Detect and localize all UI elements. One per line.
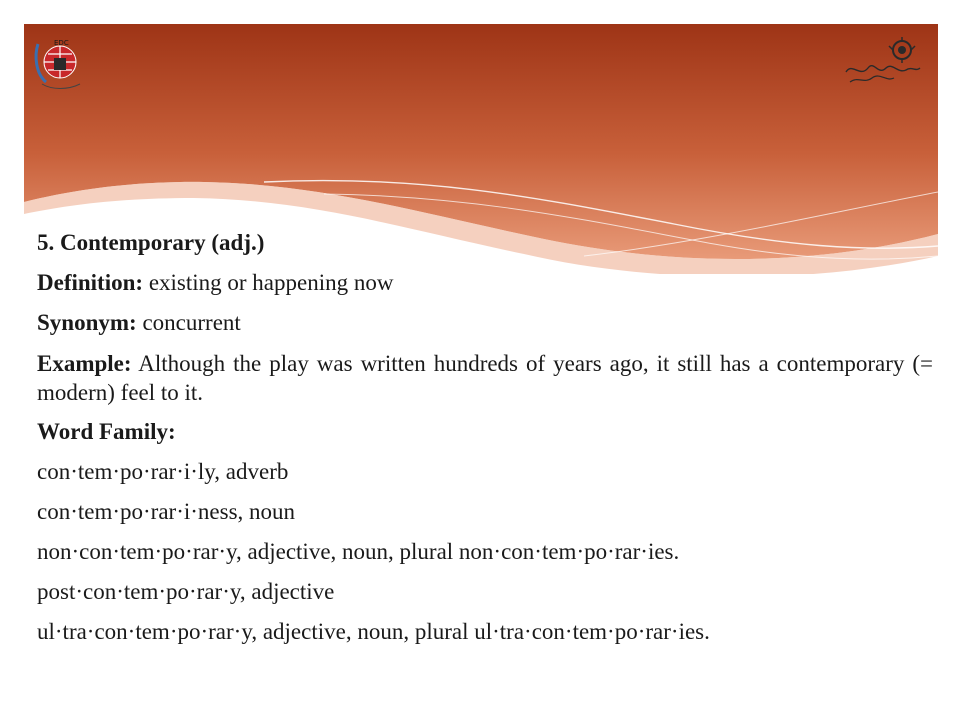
word-family-item: con·tem·po·rar·i·ness, noun <box>37 499 296 524</box>
word-family-item: ul·tra·con·tem·po·rar·y, adjective, noun, plural ul·tra·con·tem·po·rar·ies. <box>37 619 710 644</box>
word-family-item: non·con·tem·po·rar·y, adjective, noun, plural non·con·tem·po·rar·ies. <box>37 539 680 564</box>
calligraphy-logo-icon <box>842 32 922 92</box>
vocabulary-entry <box>37 223 933 652</box>
word-family-item: con·tem·po·rar·i·ly, adverb <box>37 459 289 484</box>
edc-logo <box>32 34 86 94</box>
globe-logo-icon <box>32 34 86 94</box>
example-row <box>37 343 933 412</box>
definition-row <box>37 263 933 303</box>
definition-label: Definition: <box>37 270 144 295</box>
word-family-item: post·con·tem·po·rar·y, adjective <box>37 579 335 604</box>
headword: 5. Contemporary (adj.) <box>37 230 265 255</box>
example-label: Example: <box>37 351 132 376</box>
edc-logo-text: EDC <box>54 39 69 47</box>
synonym-row <box>37 303 933 343</box>
example-text: Although the play was written hundreds of years ago, it still has a contemporary (= modern) feel to it. <box>37 351 933 405</box>
definition-text: existing or happening now <box>148 270 394 295</box>
synonym-label: Synonym: <box>37 310 137 335</box>
synonym-text: concurrent <box>142 310 241 335</box>
university-logo <box>842 32 922 92</box>
word-family-label: Word Family: <box>37 419 176 444</box>
